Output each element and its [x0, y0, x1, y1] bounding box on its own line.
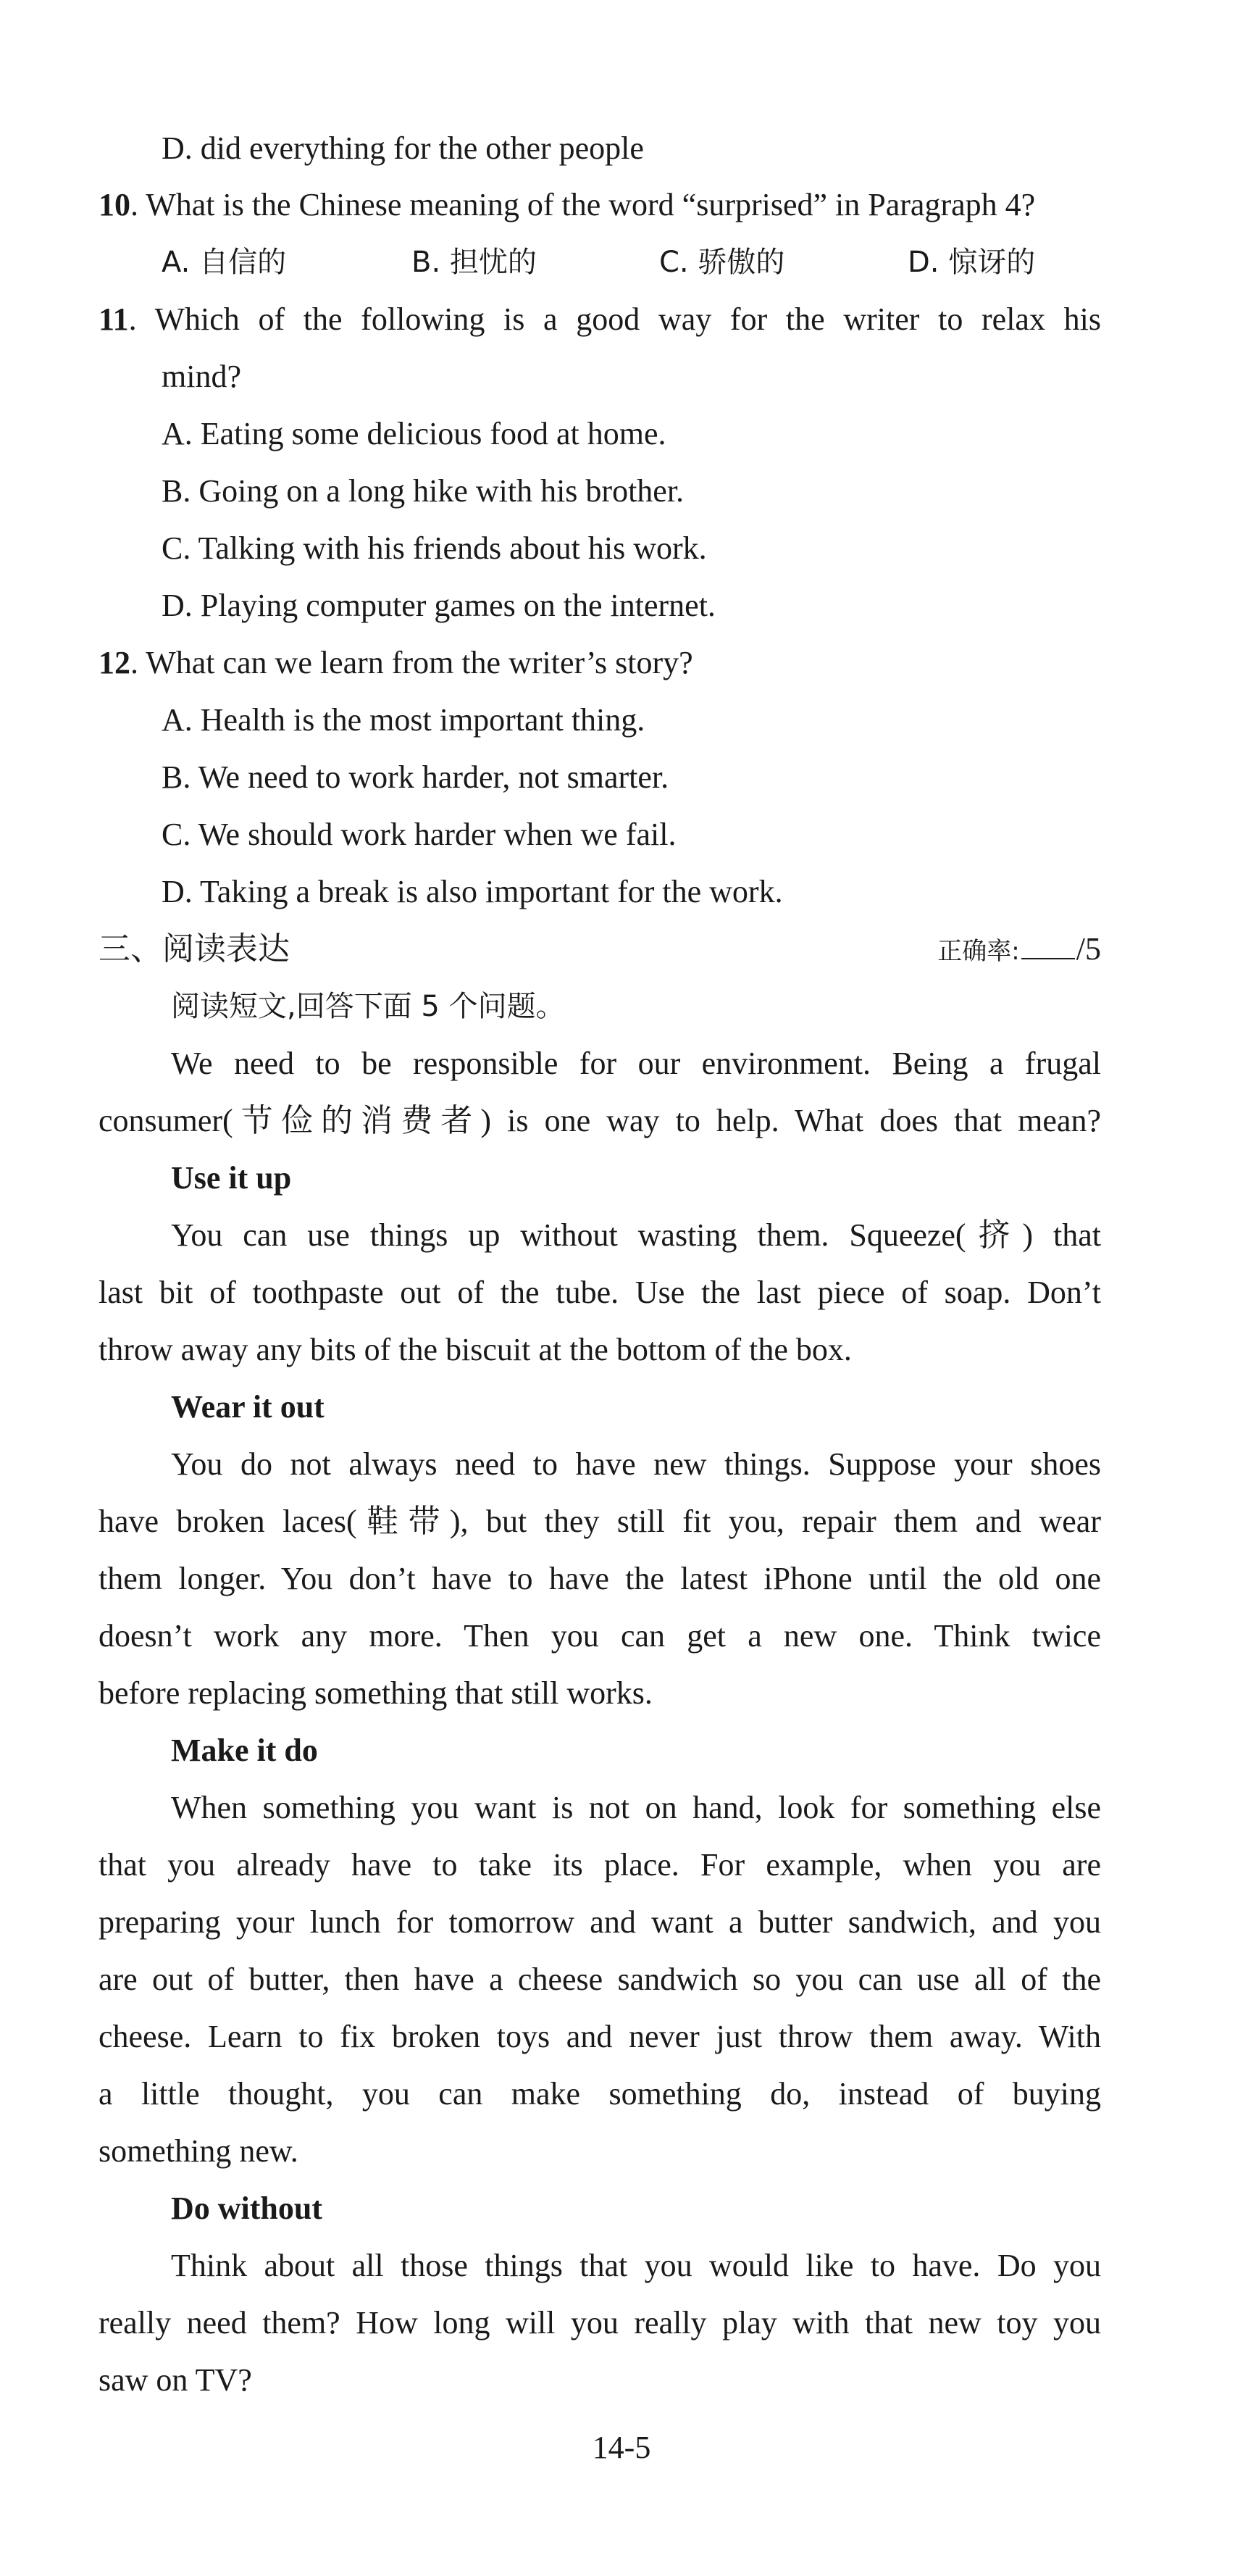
q11-question-line1: [99, 298, 1101, 341]
paragraph-2-line2: have broken laces(鞋带), but they still fit you, repair them and wear: [99, 1504, 1101, 1539]
paragraph-1-line2: last bit of toothpaste out of the tube. Use the last piece of soap. Don’t: [99, 1275, 1101, 1310]
paragraph-3-line2: that you already have to take its place. For example, when you are: [99, 1847, 1101, 1883]
paragraph-3-line1: When something you want is not on hand, look for something else: [171, 1790, 1101, 1825]
q12-question: [99, 641, 693, 685]
q9-option-d: D. did everything for the other people: [162, 130, 644, 166]
passage-intro-line2: consumer(节俭的消费者) is one way to help. What does that mean?: [99, 1103, 1101, 1138]
score-label: 正确率:: [937, 937, 1020, 966]
q10-option-d: D. 惊讶的: [908, 246, 1036, 279]
heading-use-it-up: Use it up: [171, 1160, 292, 1196]
q11-number: 11: [99, 301, 129, 337]
paragraph-2-line3: them longer. You don’t have to have the latest iPhone until the old one: [99, 1561, 1101, 1596]
q11-option-d: D. Playing computer games on the internet.: [162, 588, 716, 623]
q11-text-line1: . Which of the following is a good way for the writer to relax his: [128, 301, 1101, 337]
heading-make-it-do: Make it do: [171, 1733, 318, 1768]
q10-option-b: B. 担忧的: [411, 246, 537, 279]
q10-options: [162, 241, 1101, 284]
q12-option-a: A. Health is the most important thing.: [162, 702, 645, 738]
q10-number: 10: [99, 187, 130, 222]
q12-option-d: D. Taking a break is also important for the work.: [162, 874, 783, 909]
paragraph-2-line1: You do not always need to have new things. Suppose your shoes: [171, 1446, 1101, 1482]
page-number: 14-5: [592, 2430, 651, 2465]
paragraph-2-line4: doesn’t work any more. Then you can get a new one. Think twice: [99, 1618, 1101, 1654]
paragraph-1-line1: You can use things up without wasting them. Squeeze(挤) that: [171, 1217, 1101, 1253]
paragraph-3-line6: a little thought, you can make something do, instead of buying: [99, 2076, 1101, 2112]
q12-option-c: C. We should work harder when we fail.: [162, 817, 677, 852]
score-blank[interactable]: [1021, 933, 1075, 959]
q10-option-c: C. 骄傲的: [659, 246, 785, 279]
paragraph-4-line1: Think about all those things that you would like to have. Do you: [171, 2248, 1101, 2283]
paragraph-2-line5: before replacing something that still works.: [99, 1675, 653, 1711]
q11-question-line2: mind?: [162, 359, 241, 394]
q10-question: [99, 183, 1101, 227]
paragraph-3-line4: are out of butter, then have a cheese sandwich so you can use all of the: [99, 1962, 1101, 1997]
paragraph-4-line2: really need them? How long will you really play with that new toy you: [99, 2305, 1101, 2341]
paragraph-3-line7: something new.: [99, 2133, 298, 2169]
q11-option-b: B. Going on a long hike with his brother.: [162, 473, 685, 509]
paragraph-4-line3: saw on TV?: [99, 2362, 252, 2398]
passage-intro-line1: We need to be responsible for our environment. Being a frugal: [171, 1046, 1101, 1081]
heading-wear-it-out: Wear it out: [171, 1389, 325, 1425]
paragraph-3-line3: preparing your lunch for tomorrow and want a butter sandwich, and you: [99, 1904, 1101, 1940]
q12-number: 12: [99, 645, 130, 680]
heading-do-without: Do without: [171, 2191, 323, 2226]
q10-option-a: A. 自信的: [162, 246, 287, 279]
score-total: /5: [1076, 931, 1101, 967]
q11-option-a: A. Eating some delicious food at home.: [162, 416, 666, 451]
score-field: [920, 928, 1101, 971]
q12-text: . What can we learn from the writer’s story?: [130, 645, 693, 680]
paragraph-1-line3: throw away any bits of the biscuit at the bottom of the box.: [99, 1332, 852, 1367]
section-title: 三、阅读表达: [99, 930, 290, 967]
section-instruction: 阅读短文,回答下面 5 个问题。: [171, 990, 565, 1023]
q12-option-b: B. We need to work harder, not smarter.: [162, 759, 669, 795]
q11-option-c: C. Talking with his friends about his work.: [162, 530, 707, 566]
q10-text: . What is the Chinese meaning of the word “surprised” in Paragraph 4?: [130, 187, 1036, 222]
paragraph-3-line5: cheese. Learn to fix broken toys and never just throw them away. With: [99, 2019, 1101, 2054]
